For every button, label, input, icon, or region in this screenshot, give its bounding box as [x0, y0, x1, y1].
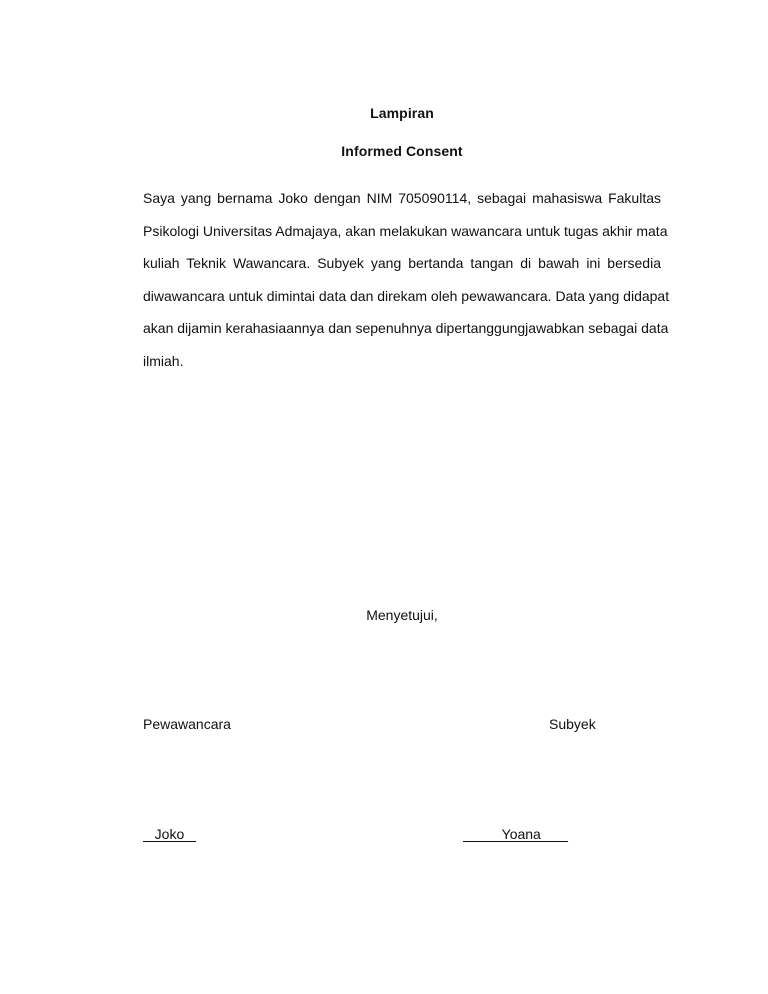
paragraph-line: ilmiah.	[143, 352, 184, 369]
document-subtitle: Informed Consent	[341, 143, 463, 159]
interviewer-role-label: Pewawancara	[143, 716, 231, 732]
paragraph-line: akan dijamin kerahasiaannya dan sepenuhnya dipertanggungjawabkan sebagai data	[143, 320, 669, 337]
subject-signature-name: Yoana	[463, 826, 569, 842]
document-title: Lampiran	[370, 105, 434, 121]
consent-paragraph	[143, 182, 670, 378]
paragraph-line: Saya yang bernama Joko dengan NIM 705090114, sebagai mahasiswa Fakultas	[143, 190, 661, 206]
paragraph-line: Psikologi Universitas Admajaya, akan melakukan wawancara untuk tugas akhir mata	[143, 222, 668, 239]
subject-role-label: Subyek	[549, 716, 596, 732]
paragraph-line: diwawancara untuk dimintai data dan direkam oleh pewawancara. Data yang didapat	[143, 287, 670, 304]
approval-label: Menyetujui,	[366, 607, 438, 623]
interviewer-signature-name: Joko	[143, 826, 196, 842]
paragraph-line: kuliah Teknik Wawancara. Subyek yang bertanda tangan di bawah ini bersedia	[143, 255, 661, 272]
